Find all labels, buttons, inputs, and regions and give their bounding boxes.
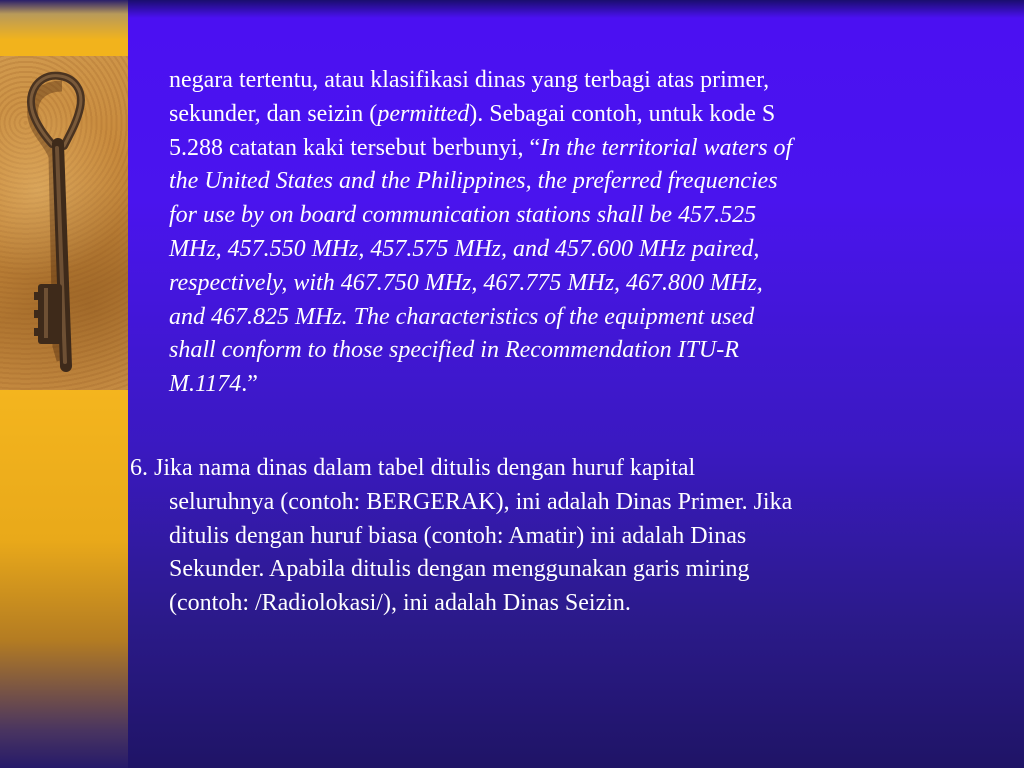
text-line: M.1174.”: [169, 371, 258, 398]
text-line: for use by on board communication stations shall be 457.525: [169, 202, 757, 229]
text-line: ditulis dengan huruf biasa (contoh: Amatir) ini adalah Dinas: [169, 522, 747, 549]
text-line: sekunder, dan seizin (permitted). Sebagai contoh, untuk kode S: [169, 100, 776, 127]
text-line: (contoh: /Radiolokasi/), ini adalah Dinas Seizin.: [169, 590, 631, 617]
text-line: 6. Jika nama dinas dalam tabel ditulis dengan huruf kapital: [130, 455, 696, 481]
key-photo: [0, 56, 128, 390]
paragraph-item-6: [130, 452, 992, 621]
text-line: shall conform to those specified in Recommendation ITU-R: [169, 337, 739, 364]
text-line: Sekunder. Apabila ditulis dengan menggunakan garis miring: [169, 556, 750, 583]
text-line: the United States and the Philippines, the preferred frequencies: [169, 168, 778, 195]
text-line: seluruhnya (contoh: BERGERAK), ini adalah Dinas Primer. Jika: [169, 488, 793, 515]
text-line: 5.288 catatan kaki tersebut berbunyi, “In the territorial waters of: [169, 134, 793, 161]
antique-key-icon: [0, 56, 128, 390]
paragraph-footnote-quote: [169, 64, 989, 402]
text-line: and 467.825 MHz. The characteristics of the equipment used: [169, 303, 755, 330]
text-line: respectively, with 467.750 MHz, 467.775 MHz, 467.800 MHz,: [169, 269, 763, 296]
text-line: negara tertentu, atau klasifikasi dinas yang terbagi atas primer,: [169, 67, 770, 93]
text-line: MHz, 457.550 MHz, 457.575 MHz, and 457.600 MHz paired,: [169, 235, 760, 262]
